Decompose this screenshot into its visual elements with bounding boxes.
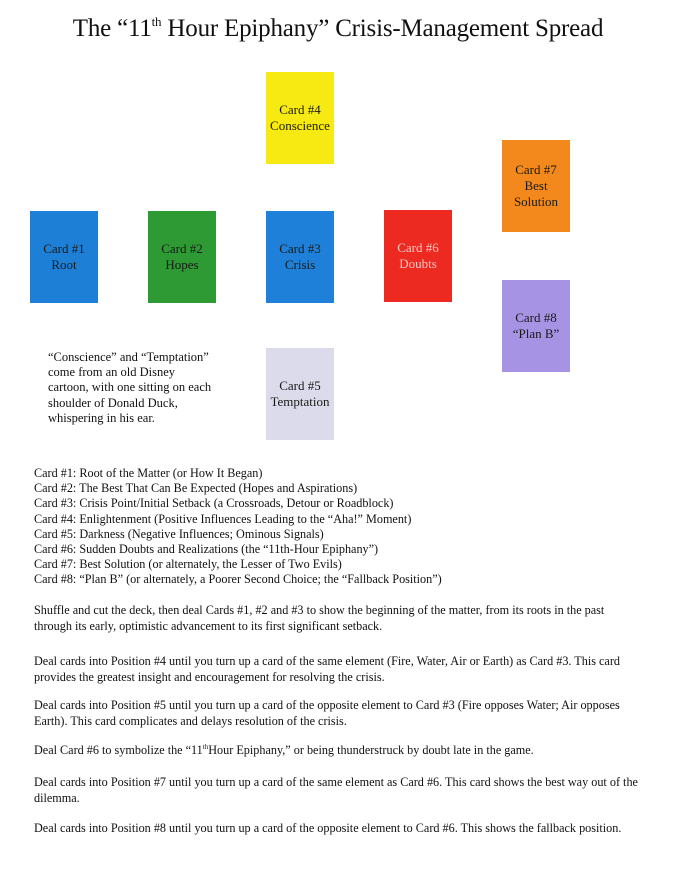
card-7-best-solution	[502, 140, 570, 232]
card-position-name: Root	[51, 257, 77, 272]
card-3-crisis	[266, 211, 334, 303]
title-superscript: th	[151, 14, 162, 29]
page-title	[0, 14, 676, 44]
card-position-name: “Plan B”	[512, 326, 560, 341]
instruction-position-7: Deal cards into Position #7 until you turn up a card of the same element as Card #6. This card shows the best way out of the dilemma.	[34, 775, 638, 805]
card-label: Card #8	[515, 310, 557, 325]
instruction-position-5: Deal cards into Position #5 until you turn up a card of the opposite element to Card #3 (Fire opposes Water; Air opposes Earth). This card complicates and delays resolution of the crisis.	[34, 698, 620, 728]
card-position-name: Conscience	[270, 118, 330, 133]
legend-item: Card #2: The Best That Can Be Expected (Hopes and Aspirations)	[34, 481, 358, 496]
legend-item: Card #5: Darkness (Negative Influences; Ominous Signals)	[34, 526, 324, 541]
disney-note	[48, 350, 263, 426]
instruction-superscript: th	[202, 743, 209, 751]
card-label: Card #4	[279, 102, 321, 117]
legend-item: Card #3: Crisis Point/Initial Setback (a Crossroads, Detour or Roadblock)	[34, 496, 394, 511]
note-line: “Conscience” and “Temptation”	[48, 350, 209, 364]
card-position-name: Doubts	[399, 256, 437, 271]
card-1-root	[30, 211, 98, 303]
note-line: come from an old Disney	[48, 365, 176, 380]
instruction-suffix: Hour Epiphany,” or being thunderstruck by doubt late in the game.	[208, 743, 534, 757]
title-prefix: The “11	[72, 15, 152, 42]
card-position-name: Crisis	[284, 257, 316, 272]
card-label: Card #1	[43, 241, 85, 256]
legend-item: Card #7: Best Solution (or alternately, the Lesser of Two Evils)	[34, 557, 342, 572]
card-label: Card #2	[161, 241, 203, 256]
instruction-deal-1-3: Shuffle and cut the deck, then deal Cards #1, #2 and #3 to show the beginning of the matter, from its roots in the past through its early, optimistic advancement to its first significant setback.	[34, 603, 605, 633]
card-label: Card #5	[279, 378, 321, 393]
title-suffix: Hour Epiphany” Crisis-Management Spread	[161, 15, 604, 42]
legend-item: Card #1: Root of the Matter (or How It Began)	[34, 466, 263, 480]
card-legend	[34, 466, 654, 588]
card-5-temptation	[266, 348, 334, 440]
card-position-name: Temptation	[270, 394, 330, 409]
instruction-position-8: Deal cards into Position #8 until you turn up a card of the opposite element to Card #6. This shows the fallback position.	[34, 821, 622, 835]
card-4-conscience	[266, 72, 334, 164]
card-2-hopes	[148, 211, 216, 303]
card-position-name-2: Solution	[513, 194, 559, 209]
card-position-name: Best	[524, 178, 548, 193]
instruction-prefix: Deal Card #6 to symbolize the “11	[34, 743, 203, 757]
note-line: shoulder of Donald Duck,	[48, 395, 178, 410]
card-position-name: Hopes	[165, 257, 199, 272]
note-line: cartoon, with one sitting on each	[48, 380, 212, 395]
instruction-position-4: Deal cards into Position #4 until you turn up a card of the same element (Fire, Water, Air or Earth) as Card #3. This card provides the greatest insight and encouragement for resolving the crisis.	[34, 654, 620, 684]
card-label: Card #7	[515, 162, 557, 177]
card-label: Card #6	[397, 240, 439, 255]
note-line: whispering in his ear.	[48, 410, 155, 425]
card-8-plan-b	[502, 280, 570, 372]
legend-item: Card #8: “Plan B” (or alternately, a Poorer Second Choice; the “Fallback Position”)	[34, 572, 442, 587]
legend-item: Card #4: Enlightenment (Positive Influences Leading to the “Aha!” Moment)	[34, 511, 412, 526]
instruction-card-6	[34, 743, 644, 759]
legend-item: Card #6: Sudden Doubts and Realizations (the “11th-Hour Epiphany”)	[34, 542, 379, 557]
card-6-doubts	[384, 210, 452, 302]
card-label: Card #3	[279, 241, 321, 256]
